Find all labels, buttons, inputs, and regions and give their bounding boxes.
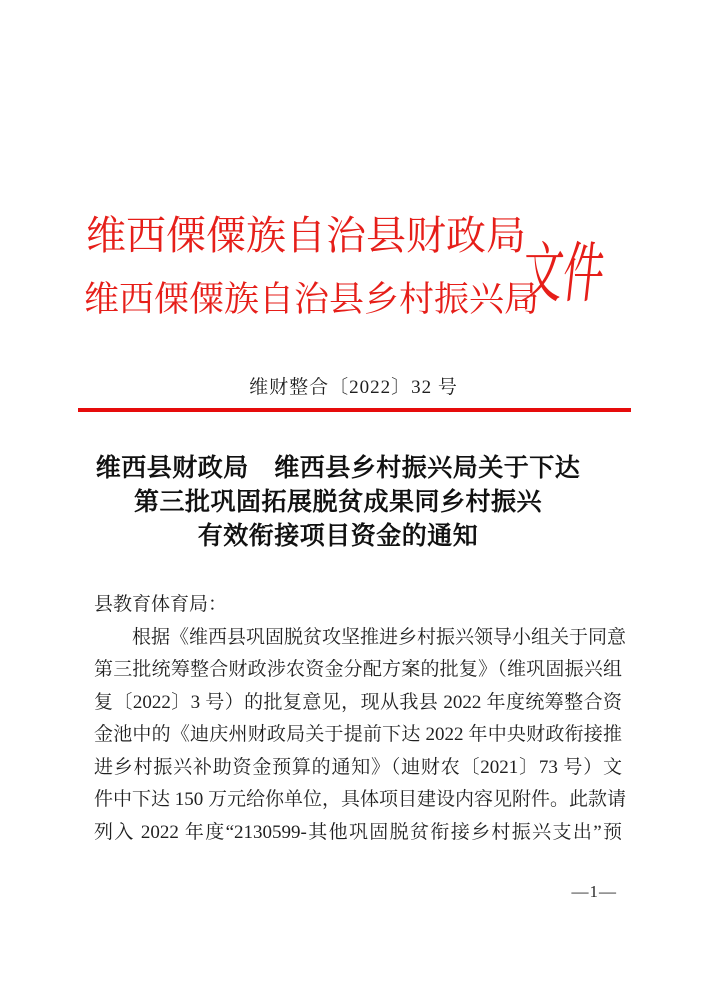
document-title bbox=[0, 452, 676, 554]
document-body bbox=[94, 589, 627, 849]
document-title-line-3: 有效衔接项目资金的通知 bbox=[197, 523, 479, 550]
document-title-line-2: 第三批巩固拓展脱贫成果同乡村振兴 bbox=[133, 489, 542, 516]
body-salutation: 县教育体育局： bbox=[94, 594, 228, 615]
body-line-2: 第三批统筹整合财政涉农资金分配方案的批复》（维巩固振兴组 bbox=[94, 659, 622, 680]
document-title-line-1: 维西县财政局 维西县乡村振兴局关于下达 bbox=[95, 455, 581, 482]
body-line-7: 列入 2022 年度“2130599-其他巩固脱贫衔接乡村振兴支出”预 bbox=[94, 821, 622, 843]
body-line-1: 根据《维西县巩固脱贫攻坚推进乡村振兴领导小组关于同意 bbox=[132, 626, 627, 648]
red-separator-rule bbox=[78, 408, 631, 412]
body-line-6: 件中下达 150 万元给你单位，具体项目建设内容见附件。此款请 bbox=[94, 789, 627, 810]
body-line-3: 复〔2022〕3 号）的批复意见，现从我县 2022 年度统筹整合资 bbox=[94, 691, 622, 713]
letterhead-org-name-2: 维西傈僳族自治县乡村振兴局 bbox=[84, 280, 540, 319]
body-line-5: 进乡村振兴补助资金预算的通知》（迪财农〔2021〕73 号）文 bbox=[94, 756, 622, 778]
document-reference-number: 维财整合〔2022〕32 号 bbox=[249, 377, 458, 398]
letterhead-org-name-1: 维西傈僳族自治县财政局 bbox=[86, 213, 526, 258]
letterhead-doc-type-label: 文件 bbox=[518, 238, 609, 311]
body-line-4: 金池中的《迪庆州财政局关于提前下达 2022 年中央财政衔接推 bbox=[94, 724, 622, 745]
page-number: —1— bbox=[571, 882, 617, 901]
